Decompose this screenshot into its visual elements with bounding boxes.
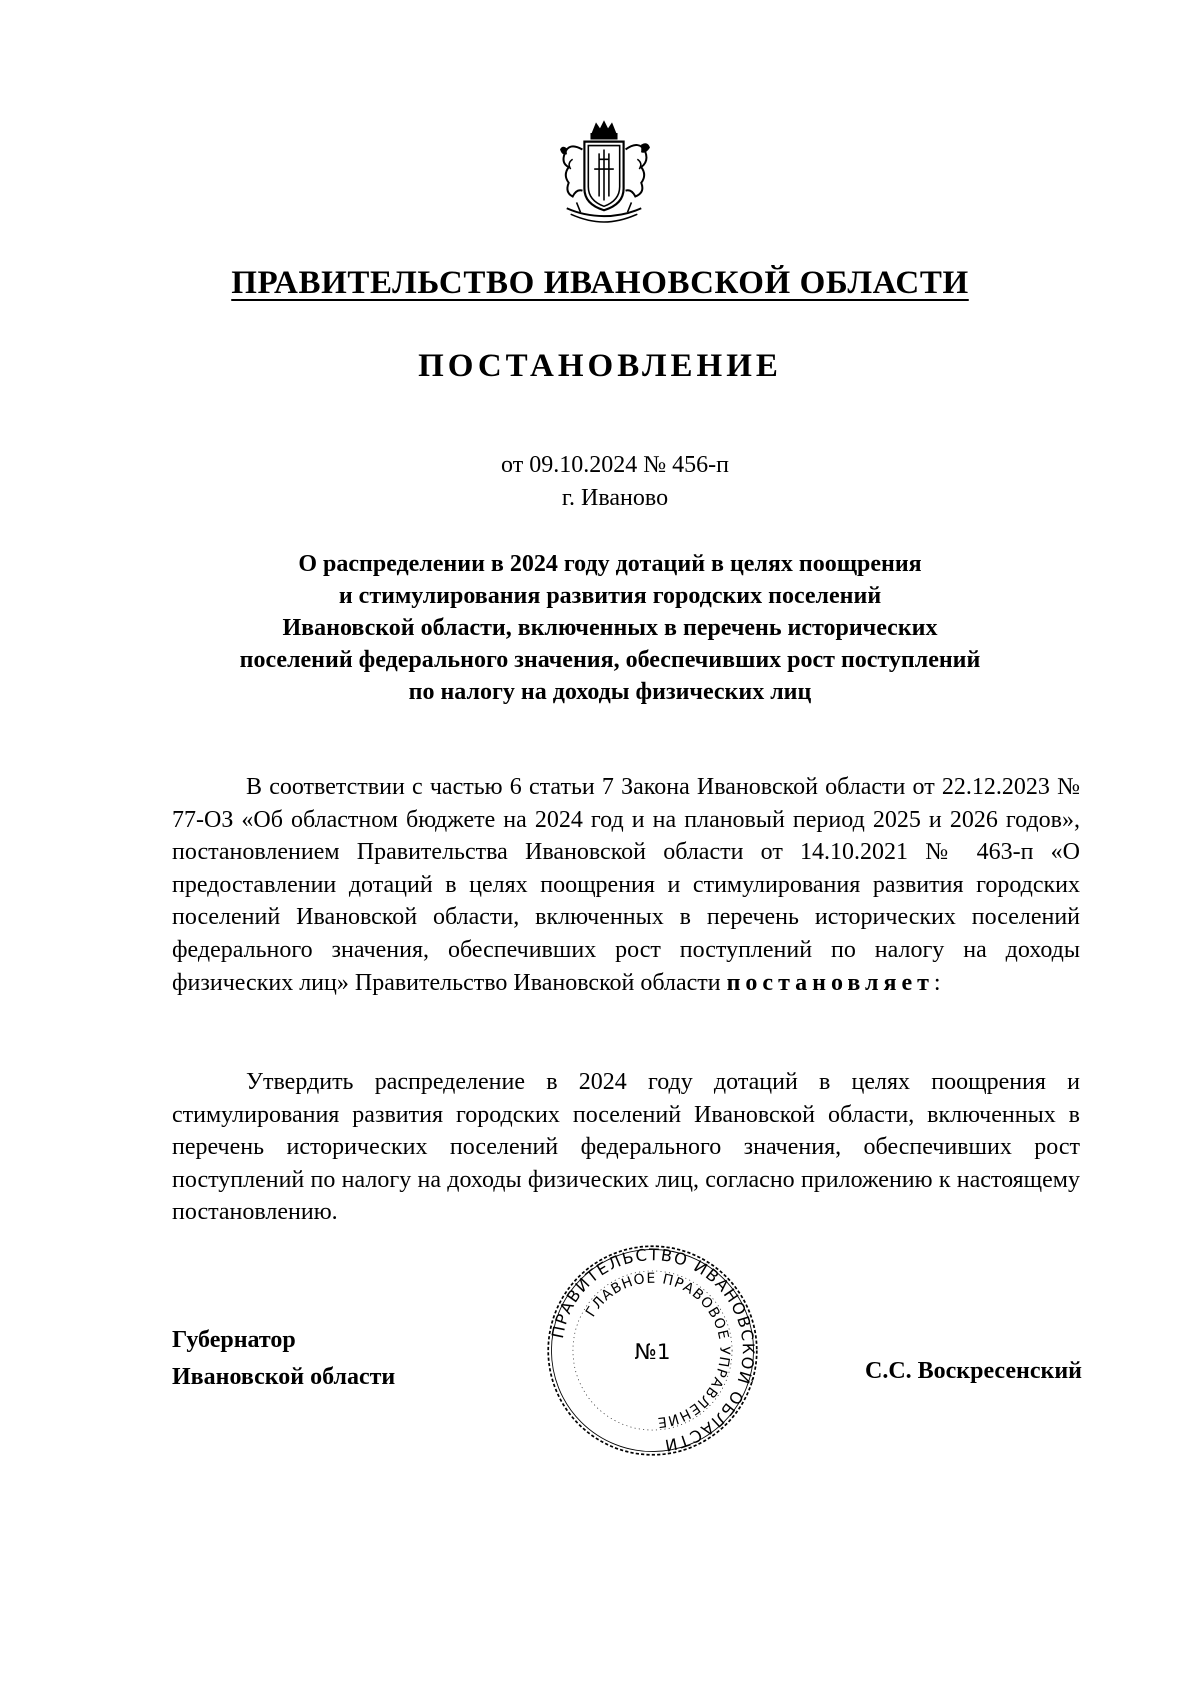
preamble-text: В соответствии с частью 6 статьи 7 Закона Ивановской области от 22.12.2023 № 77-ОЗ «Об областном бюджете на 2024 год и на плановый период 2025 и 2026 годов», постановлением Правительства Ивановской области от 14.10.2021 № 463-п «О предоставлении дотаций в целях поощрения и стимулирования развития городских поселений Ивановской области, включенных в перечень исторических поселений федерального значения, обеспечивших рост поступлений по налогу на доходы физических лиц» Правительство Ивановской области [172, 774, 1080, 996]
title-line: и стимулирования развития городских поселений [338, 583, 882, 609]
position-line: Губернатор [172, 1327, 296, 1353]
title-line: О распределении в 2024 году дотаций в целях поощрения [298, 551, 922, 577]
stamp-inner-text: ГЛАВНОЕ ПРАВОВОЕ УПРАВЛЕНИЕ [582, 1270, 733, 1431]
signatory-name: С.С. Воскресенский [864, 1358, 1082, 1384]
stamp-number: №1 [634, 1340, 671, 1366]
document-type: ПОСТАНОВЛЕНИЕ [418, 348, 782, 384]
coat-of-arms-icon [555, 120, 653, 226]
organization-header: ПРАВИТЕЛЬСТВО ИВАНОВСКОЙ ОБЛАСТИ [231, 265, 969, 301]
resolution-paragraph: Утвердить распределение в 2024 году дотаций в целях поощрения и стимулирования развития городских поселений Ивановской области, включенных в перечень исторических поселений федерального значения, обеспечивших рост поступлений по налогу на доходы физических лиц, согласно приложению к настоящему постановлению. [172, 1069, 1080, 1226]
document-title [170, 548, 1050, 708]
resolves-colon: : [933, 969, 941, 996]
title-line: поселений федерального значения, обеспечивших рост поступлений [239, 647, 981, 673]
stamp-outer-text: ПРАВИТЕЛЬСТВО ИВАНОВСКОЙ ОБЛАСТИ [547, 1245, 758, 1456]
signatory-position [172, 1322, 395, 1396]
document-city: г. Иваново [561, 485, 669, 511]
title-line: Ивановской области, включенных в перечень исторических [282, 615, 938, 641]
preamble-paragraph [172, 771, 1080, 999]
document-date-number: от 09.10.2024 № 456-п [501, 452, 729, 478]
resolves-word: постановляет [726, 969, 934, 996]
official-stamp [545, 1243, 760, 1458]
title-line: по налогу на доходы физических лиц [408, 679, 812, 705]
position-line: Ивановской области [172, 1364, 396, 1390]
